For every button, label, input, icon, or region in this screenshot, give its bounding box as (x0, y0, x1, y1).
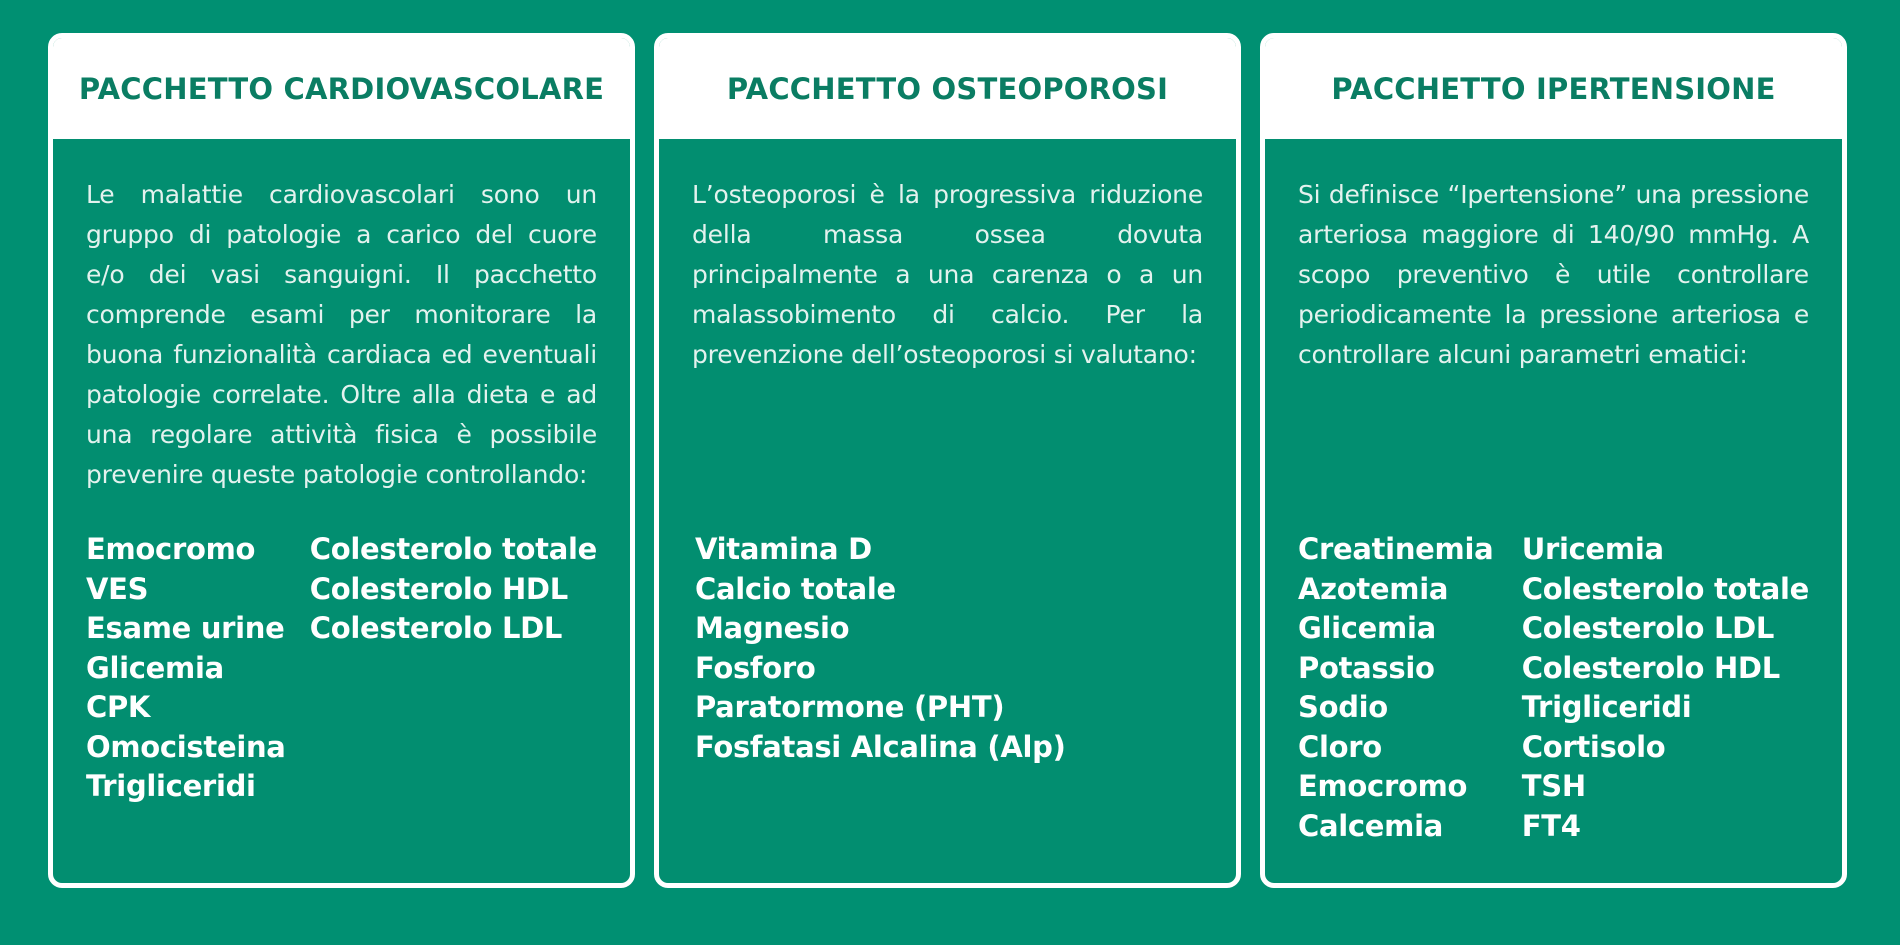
test-item: Esame urine (86, 611, 285, 645)
test-item: Uricemia (1521, 532, 1664, 566)
test-list (86, 530, 597, 807)
card-header (659, 38, 1236, 139)
test-column-1 (1298, 530, 1522, 846)
test-item: Calcemia (1298, 808, 1443, 843)
test-item: Sodio (1298, 690, 1388, 724)
test-item: Azotemia (1298, 571, 1449, 606)
test-column-2 (310, 530, 597, 807)
test-item: Potassio (1298, 650, 1435, 685)
test-item: FT4 (1521, 808, 1581, 843)
test-item: Cloro (1298, 729, 1382, 764)
test-item: Colesterolo LDL (309, 611, 563, 645)
test-item: Fosfatasi Alcalina (Alp) (695, 729, 1066, 764)
card-description: Si definisce “Ipertensione” una pressione arteriosa maggiore di 140/90 mmHg. A scopo preventivo è utile controllare periodicamente la pressione arteriosa e controllare alcuni parametri ematici: (1298, 180, 1809, 369)
test-item: Cortisolo (1521, 729, 1666, 764)
test-item: Vitamina D (695, 532, 872, 566)
card-header (1265, 38, 1842, 139)
test-list (1298, 530, 1809, 846)
test-item: Trigliceridi (86, 769, 256, 803)
test-item: Glicemia (86, 650, 224, 685)
test-item: Colesterolo HDL (309, 571, 568, 606)
test-column-1 (86, 530, 310, 807)
package-card-cardiovascolare (48, 33, 635, 888)
card-header (53, 38, 630, 139)
test-item: VES (86, 571, 149, 606)
test-item: Calcio totale (695, 571, 896, 606)
test-item: Colesterolo totale (1521, 571, 1809, 606)
test-item: Colesterolo totale (309, 532, 597, 566)
test-item: Emocromo (86, 532, 256, 566)
card-title: PACCHETTO CARDIOVASCOLARE (78, 71, 605, 106)
test-column-2 (1522, 530, 1809, 846)
card-description: Le malattie cardiovascolari sono un gruppo di patologie a carico del cuore e/o dei vasi sanguigni. Il pacchetto comprende esami per monitorare la buona funzionalità cardiaca ed eventuali patologie correlate. Oltre alla dieta e ad una regolare attività fisica è possibile prevenire queste patologie controllando: (86, 180, 597, 489)
card-body (659, 139, 1236, 767)
package-card-osteoporosi (654, 33, 1241, 888)
card-body (1265, 139, 1842, 846)
test-item: Fosforo (695, 650, 816, 685)
test-item: Colesterolo LDL (1521, 611, 1775, 645)
card-title: PACCHETTO OSTEOPOROSI (726, 71, 1169, 106)
package-card-ipertensione (1260, 33, 1847, 888)
card-description: L’osteoporosi è la progressiva riduzione della massa ossea dovuta principalmente a una carenza o a un malassobimento di calcio. Per la prevenzione dell’osteoporosi si valutano: (692, 180, 1203, 369)
test-item: Emocromo (1298, 769, 1468, 803)
test-item: Colesterolo HDL (1521, 650, 1780, 685)
test-item: Glicemia (1298, 611, 1436, 645)
test-item: CPK (86, 690, 151, 724)
test-item: Creatinemia (1298, 532, 1494, 566)
test-item: Trigliceridi (1521, 690, 1692, 724)
card-title: PACCHETTO IPERTENSIONE (1331, 71, 1776, 106)
test-column-1 (695, 530, 1066, 767)
test-item: Paratormone (PHT) (695, 690, 1005, 724)
test-item: Omocisteina (86, 729, 286, 764)
test-item: TSH (1521, 769, 1586, 803)
test-list (692, 530, 1203, 767)
card-body (53, 139, 630, 807)
test-item: Magnesio (695, 611, 850, 645)
